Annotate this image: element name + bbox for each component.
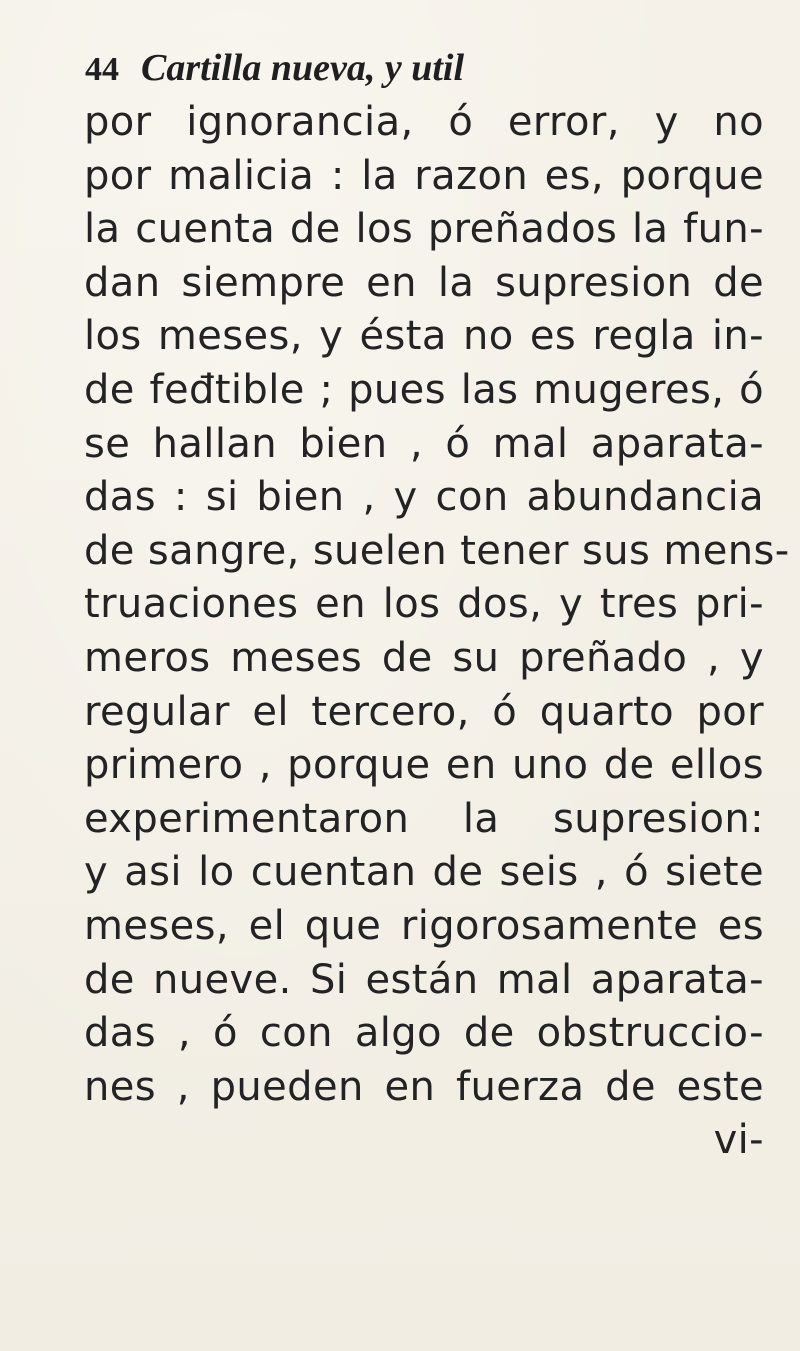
text-line: por malicia : la razon es, porque [84,152,764,199]
catchword: vi- [713,1117,764,1164]
text-line: los meses, y ésta no es regla in- [84,313,764,360]
text-line: de feđtible ; pues las mugeres, ó [84,366,764,413]
text-line: dan siempre en la supresion de [84,259,764,306]
page-body-text [84,96,790,1168]
page-number: 44 [85,51,119,88]
text-line: nes , pueden en fuerza de este [84,1063,764,1110]
text-line: truaciones en los dos, y tres pri- [84,581,764,628]
text-line: meses, el que rigorosamente es [84,902,764,949]
text-line: das , ó con algo de obstruccio- [84,1010,764,1057]
text-line: experimentaron la supresion: [84,795,764,842]
text-line: primero , porque en uno de ellos [84,742,764,789]
running-title: Cartilla nueva, y util [141,47,465,89]
text-line: das : si bien , y con abundancia [84,474,764,521]
text-line: regular el tercero, ó quarto por [84,688,764,735]
text-line: y asi lo cuentan de seis , ó siete [84,849,764,896]
page-header [85,44,464,94]
text-line: la cuenta de los preñados la fun- [84,206,764,253]
text-line: de sangre, suelen tener sus mens- [84,527,790,574]
text-line: se hallan bien , ó mal aparata- [84,420,764,467]
text-line: de nueve. Si están mal aparata- [84,956,764,1003]
text-line: por ignorancia, ó error, y no [84,99,764,145]
text-line: meros meses de su preñado , y [84,634,764,681]
